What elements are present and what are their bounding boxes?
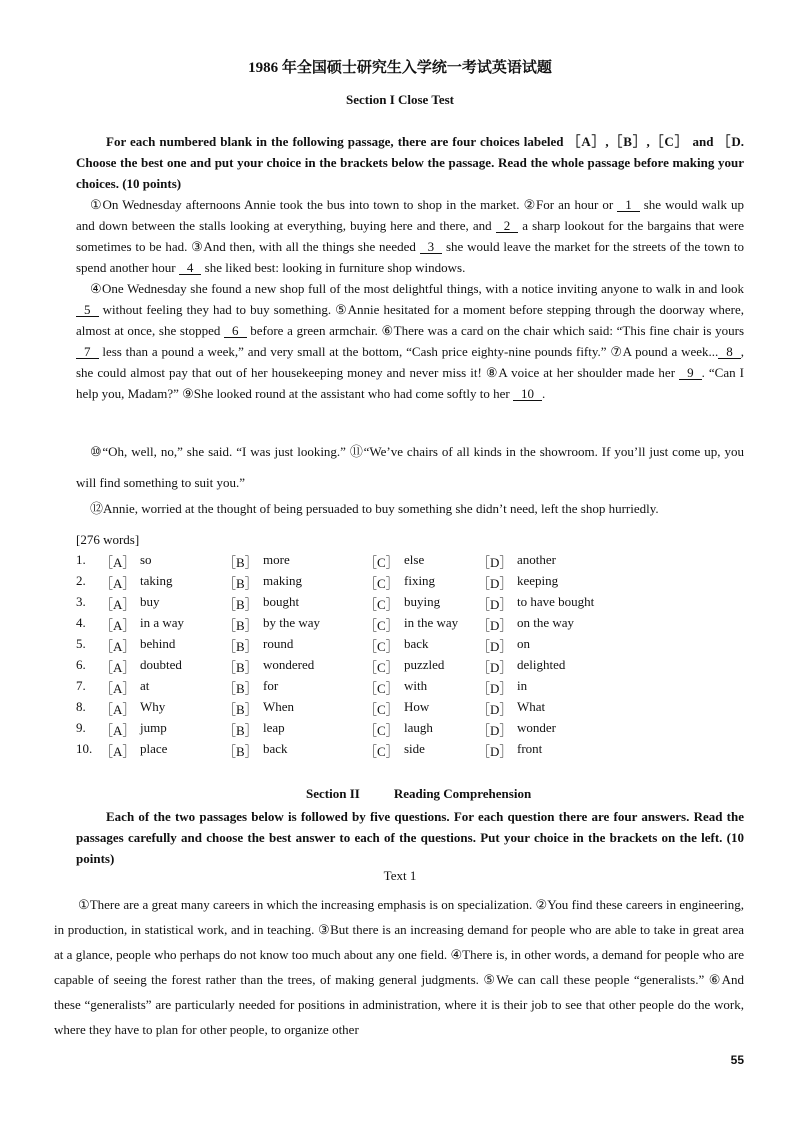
section-2-instructions: Each of the two passages below is followed by five questions. For each question there are four answers. Read the passages carefully and choose the best answer to each of the questions. Put your choice in the brackets on the left. (10 points) [76, 809, 744, 866]
option-b-text: making [263, 573, 302, 588]
option-c-text: buying [404, 594, 441, 609]
passage-paragraph-3: ⑩“Oh, well, no,” she said. “I was just looking.” ⑪“We’ve chairs of all kinds in the showroom. If you’ll just come up, you will find something to suit you.” [76, 444, 744, 490]
option-a-label: ［A］ [100, 639, 136, 654]
option-b-label: ［B］ [223, 660, 258, 675]
option-a-text: in a way [140, 615, 185, 630]
option-d-label: ［D］ [477, 744, 513, 759]
option-c-text: else [404, 552, 425, 567]
text-1-paragraph: ①There are a great many careers in which the increasing emphasis is on specialization. ②You find these careers in engineering, in production, in statistical work, and in teaching. ③But there is an increasing demand for people who are able to take in great area at a glance, people who perhaps do not know too much about any one field. ④There is, in other words, a demand for people who are capable of seeing the forest rather than the trees, of making general judgments. ⑤We can call these people “generalists.” ⑥And these “generalists” are particularly needed for positions in administration, where it is their job to see that other people do the work, where they have to plan for other people, to organize other [54, 897, 744, 1037]
section-1-title: Section I Close Test [346, 92, 454, 107]
option-b-text: round [263, 636, 294, 651]
option-b-label: ［B］ [223, 597, 258, 612]
option-a-text: jump [140, 720, 167, 735]
option-b-text: for [263, 678, 279, 693]
blank-9: 9 [679, 366, 702, 380]
blank-6: 6 [224, 324, 247, 338]
option-b-label: ［B］ [223, 618, 258, 633]
option-a-label: ［A］ [100, 597, 136, 612]
option-b-text: back [263, 741, 288, 756]
text-1-heading: Text 1 [383, 868, 417, 883]
option-a-text: place [140, 741, 168, 756]
option-d-label: ［D］ [477, 618, 513, 633]
option-d-label: ［D］ [477, 723, 513, 738]
option-a-label: ［A］ [100, 660, 136, 675]
question-number: 9. [76, 720, 86, 735]
option-c-label: ［C］ [364, 723, 399, 738]
option-d-label: ［D］ [477, 660, 513, 675]
option-d-text: keeping [517, 573, 559, 588]
word-count: [276 words] [76, 532, 140, 547]
blank-10: 10 [513, 387, 542, 401]
option-a-text: taking [140, 573, 173, 588]
option-c-text: with [404, 678, 428, 693]
option-d-text: another [517, 552, 556, 567]
option-b-text: When [263, 699, 295, 714]
option-d-label: ［D］ [477, 639, 513, 654]
option-b-text: more [263, 552, 290, 567]
option-c-text: fixing [404, 573, 436, 588]
passage-paragraph-2: ④One Wednesday she found a new shop full of the most delightful things, with a notice inviting anyone to walk in and look 5 without feeling they had to buy something. ⑤Annie hesitated for a moment before stepping through the doorway where, almost at once, she stopped 6 before a green armchair. ⑥There was a card on the chair which said: “This fine chair is yours 7 less than a pound a week,” and very small at the bottom, “Cash price eighty-nine pounds fifty.” ⑦A pound a week... 8 , she could almost pay that out of her housekeeping money and never miss it! ⑧A voice at her shoulder made her 9 . “Can I help you, Madam?” ⑨She looked round at the assistant who had come softly to her 10 . [76, 281, 745, 401]
option-a-text: doubted [140, 657, 182, 672]
option-b-label: ［B］ [223, 555, 258, 570]
option-c-text: puzzled [404, 657, 445, 672]
option-d-text: front [517, 741, 543, 756]
option-b-text: wondered [263, 657, 315, 672]
option-d-label: ［D］ [477, 555, 513, 570]
passage-paragraph-4: ⑫Annie, worried at the thought of being persuaded to buy something she didn’t need, left the shop hurriedly. [90, 501, 659, 516]
option-c-label: ［C］ [364, 576, 399, 591]
option-d-text: to have bought [517, 594, 595, 609]
option-c-label: ［C］ [364, 597, 399, 612]
option-c-text: How [404, 699, 430, 714]
option-b-label: ［B］ [223, 702, 258, 717]
blank-7: 7 [76, 345, 99, 359]
option-a-text: so [140, 552, 152, 567]
option-b-label: ［B］ [223, 744, 258, 759]
option-b-text: bought [263, 594, 300, 609]
option-d-label: ［D］ [477, 702, 513, 717]
option-d-label: ［D］ [477, 681, 513, 696]
option-b-label: ［B］ [223, 639, 258, 654]
option-a-label: ［A］ [100, 618, 136, 633]
option-c-text: side [404, 741, 425, 756]
question-number: 10. [76, 741, 93, 756]
option-d-text: delighted [517, 657, 566, 672]
question-number: 5. [76, 636, 86, 651]
option-d-label: ［D］ [477, 576, 513, 591]
question-number: 2. [76, 573, 86, 588]
blank-2: 2 [496, 219, 519, 233]
option-a-text: Why [140, 699, 166, 714]
option-c-label: ［C］ [364, 702, 399, 717]
option-a-text: buy [140, 594, 160, 609]
option-a-label: ［A］ [100, 744, 136, 759]
option-a-label: ［A］ [100, 702, 136, 717]
blank-1: 1 [617, 198, 640, 212]
blank-4: 4 [179, 261, 202, 275]
page-number: 55 [730, 1053, 744, 1067]
option-c-label: ［C］ [364, 744, 399, 759]
option-a-text: at [140, 678, 150, 693]
question-number: 8. [76, 699, 86, 714]
section-1-instructions: For each numbered blank in the following passage, there are four choices labeled ［A］,［B］,［C］ and ［D. Choose the best one and put your choice in the brackets below the passage. Read the whole passage before making your choices. (10 points) [76, 134, 744, 191]
option-b-label: ［B］ [223, 681, 258, 696]
question-number: 4. [76, 615, 86, 630]
option-d-text: What [517, 699, 546, 714]
exam-title: 1986 年全国硕士研究生入学统一考试英语试题 [248, 60, 552, 76]
option-c-text: back [404, 636, 429, 651]
option-d-text: wonder [517, 720, 556, 735]
question-number: 7. [76, 678, 86, 693]
question-number: 1. [76, 552, 86, 567]
option-c-label: ［C］ [364, 555, 399, 570]
option-d-text: in [517, 678, 528, 693]
blank-5: 5 [76, 303, 99, 317]
option-a-label: ［A］ [100, 555, 136, 570]
blank-3: 3 [420, 240, 443, 254]
option-d-label: ［D］ [477, 597, 513, 612]
option-d-text: on [517, 636, 530, 651]
option-c-label: ［C］ [364, 618, 399, 633]
option-b-text: leap [263, 720, 285, 735]
option-b-label: ［B］ [223, 576, 258, 591]
option-a-label: ［A］ [100, 681, 136, 696]
option-a-label: ［A］ [100, 723, 136, 738]
section-2-title: Section II Reading Comprehension [306, 786, 532, 801]
option-c-label: ［C］ [364, 660, 399, 675]
option-b-text: by the way [263, 615, 321, 630]
blank-8: 8 [718, 345, 741, 359]
question-number: 6. [76, 657, 86, 672]
option-a-label: ［A］ [100, 576, 136, 591]
option-c-label: ［C］ [364, 681, 399, 696]
option-c-text: laugh [404, 720, 433, 735]
question-number: 3. [76, 594, 86, 609]
option-d-text: on the way [517, 615, 575, 630]
option-b-label: ［B］ [223, 723, 258, 738]
option-a-text: behind [140, 636, 176, 651]
passage-paragraph-1: ①On Wednesday afternoons Annie took the bus into town to shop in the market. ②For an hour or 1 she would walk up and down between the stalls looking at everything, buying here and there, and 2 a sharp lookout for the bargains that were sometimes to be had. ③And then, with all the things she needed 3 she would leave the market for the streets of the town to spend another hour 4 she liked best: looking in furniture shop windows. [76, 197, 745, 275]
option-c-text: in the way [404, 615, 459, 630]
option-c-label: ［C］ [364, 639, 399, 654]
